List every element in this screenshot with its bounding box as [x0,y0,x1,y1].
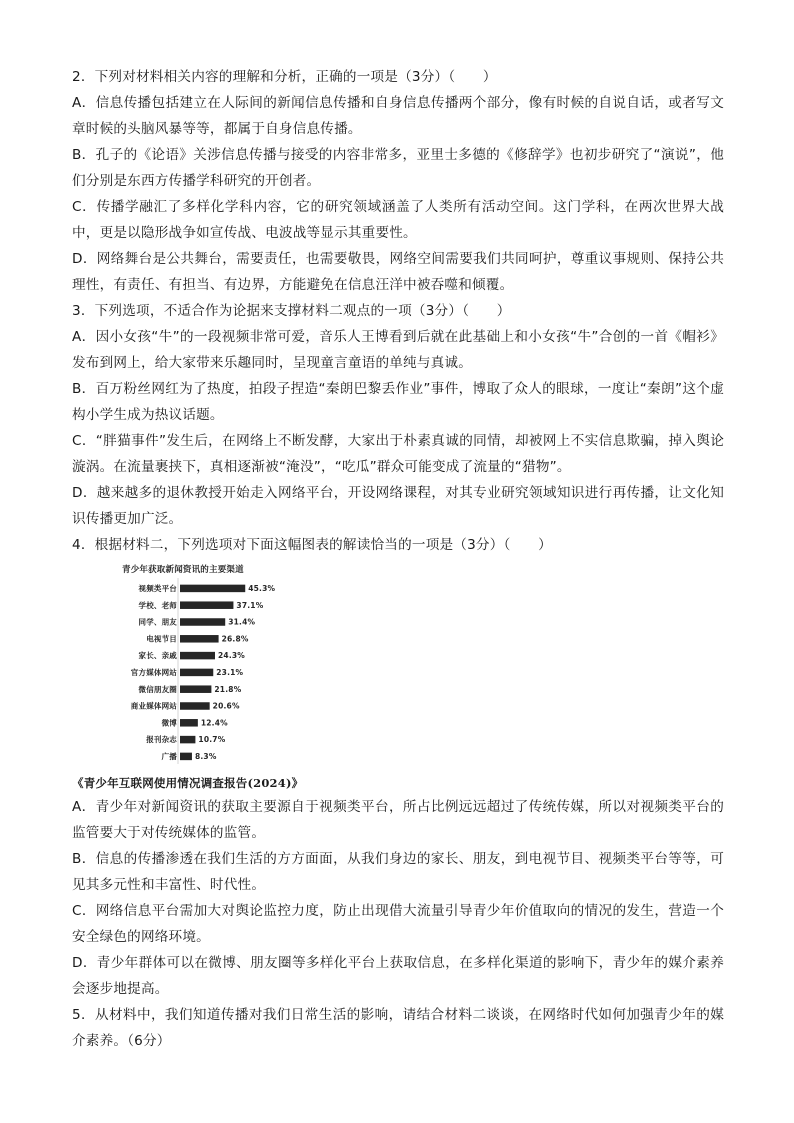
chart-bar [180,753,192,761]
question-4-option-d: D．青少年群体可以在微博、朋友圈等多样化平台上获取信息，在多样化渠道的影响下，青少年的媒介素养会逐步地提高。 [72,955,724,997]
chart-category-label: 微信朋友圈 [138,684,177,694]
chart-category-label: 视频类平台 [138,584,177,593]
chart-category-label: 报刊杂志 [146,735,177,745]
chart-value-label: 20.6% [212,701,240,711]
chart-category-label: 电视节目 [146,634,177,644]
chart-value-label: 37.1% [236,600,264,610]
chart-bar [180,702,210,710]
chart-title: 青少年获取新闻资讯的主要渠道 [122,565,244,575]
question-4-option-a: A．青少年对新闻资讯的获取主要源自于视频类平台，所占比例远远超过了传统传媒，所以对视频类平台的监管要大于对传统媒体的监管。 [72,799,724,841]
chart-bar [180,652,215,660]
exam-content [72,64,724,1054]
question-2-option-a: A．信息传播包括建立在人际间的新闻信息传播和自身信息传播两个部分，像有时候的自说自话，或者写文章时候的头脑风暴等等，都属于自身信息传播。 [72,95,724,137]
chart-value-label: 10.7% [198,735,226,745]
chart-value-label: 21.8% [214,684,242,694]
chart-category-label: 官方媒体网站 [130,668,177,677]
chart-value-label: 24.3% [217,651,246,661]
chart-bar [180,685,211,693]
chart-bar [180,669,213,677]
chart-category-label: 广播 [161,752,177,761]
chart-bar [180,719,198,727]
chart-category-label: 同学、朋友 [138,617,177,627]
question-3-option-b: B．百万粉丝网红为了热度，拍段子捏造“秦朗巴黎丢作业”事件，博取了众人的眼球，一度让“秦朗”这个虚构小学生成为热议话题。 [72,381,724,423]
chart-value-label: 26.8% [221,634,249,644]
chart-value-label: 23.1% [216,668,244,677]
question-2-option-b: B．孔子的《论语》关涉信息传播与接受的内容非常多，亚里士多德的《修辞学》也初步研究了“演说”，他们分别是东西方传播学科研究的开创者。 [72,147,724,189]
chart-bar [180,601,233,609]
bar-chart [98,560,298,770]
chart-bar [180,585,245,593]
question-2-option-d: D．网络舞台是公共舞台，需要责任，也需要敬畏，网络空间需要我们共同呵护，尊重议事规则、保持公共理性，有责任、有担当、有边界，方能避免在信息汪洋中被吞噬和倾覆。 [72,251,724,293]
chart-source-caption: 《青少年互联网使用情况调查报告(2024)》 [72,776,304,790]
question-5-stem: 5．从材料中，我们知道传播对我们日常生活的影响，请结合材料二谈谈，在网络时代如何加强青少年的媒介素养。（6分） [72,1007,724,1049]
question-3-option-d: D．越来越多的退休教授开始走入网络平台，开设网络课程，对其专业研究领域知识进行再传播，让文化知识传播更加广泛。 [72,485,724,527]
chart-category-label: 商业媒体网站 [130,701,177,711]
chart-value-label: 31.4% [228,617,256,627]
question-3-stem: 3．下列选项，不适合作为论据来支撑材料二观点的一项（3分）（ ） [72,303,511,319]
chart-value-label: 12.4% [200,718,228,728]
chart-category-label: 微博 [161,718,177,728]
chart-category-label: 家长、亲戚 [138,651,177,661]
question-2-option-c: C．传播学融汇了多样化学科内容，它的研究领域涵盖了人类所有活动空间。这门学科，在两次世界大战中，更是以隐形战争如宣传战、电波战等显示其重要性。 [72,199,724,241]
question-3-option-a: A．因小女孩“牛”的一段视频非常可爱，音乐人王博看到后就在此基础上和小女孩“牛”合创的一首《帽衫》发布到网上，给大家带来乐趣同时，呈现童言童语的单纯与真诚。 [72,329,724,371]
question-2-stem: 2．下列对材料相关内容的理解和分析，正确的一项是（3分）（ ） [72,69,497,85]
question-4-option-b: B．信息的传播渗透在我们生活的方方面面，从我们身边的家长、朋友，到电视节目、视频类平台等等，可见其多元性和丰富性、时代性。 [72,851,724,893]
chart-bar [180,736,195,744]
chart-bar [180,635,219,643]
chart-container [72,560,724,770]
chart-value-label: 45.3% [248,584,276,593]
chart-bar [180,618,225,626]
chart-value-label: 8.3% [194,752,217,761]
question-4-stem: 4．根据材料二，下列选项对下面这幅图表的解读恰当的一项是（3分）（ ） [72,537,552,553]
question-4-option-c: C．网络信息平台需加大对舆论监控力度，防止出现借大流量引导青少年价值取向的情况的发生，营造一个安全绿色的网络环境。 [72,903,724,945]
chart-category-label: 学校、老师 [138,600,177,610]
question-3-option-c: C．“胖猫事件”发生后，在网络上不断发酵，大家出于朴素真诚的同情，却被网上不实信息欺骗，掉入舆论漩涡。在流量裹挟下，真相逐渐被“淹没”，“吃瓜”群众可能变成了流量的“猎物”。 [72,433,724,475]
chart-bars [131,583,276,761]
